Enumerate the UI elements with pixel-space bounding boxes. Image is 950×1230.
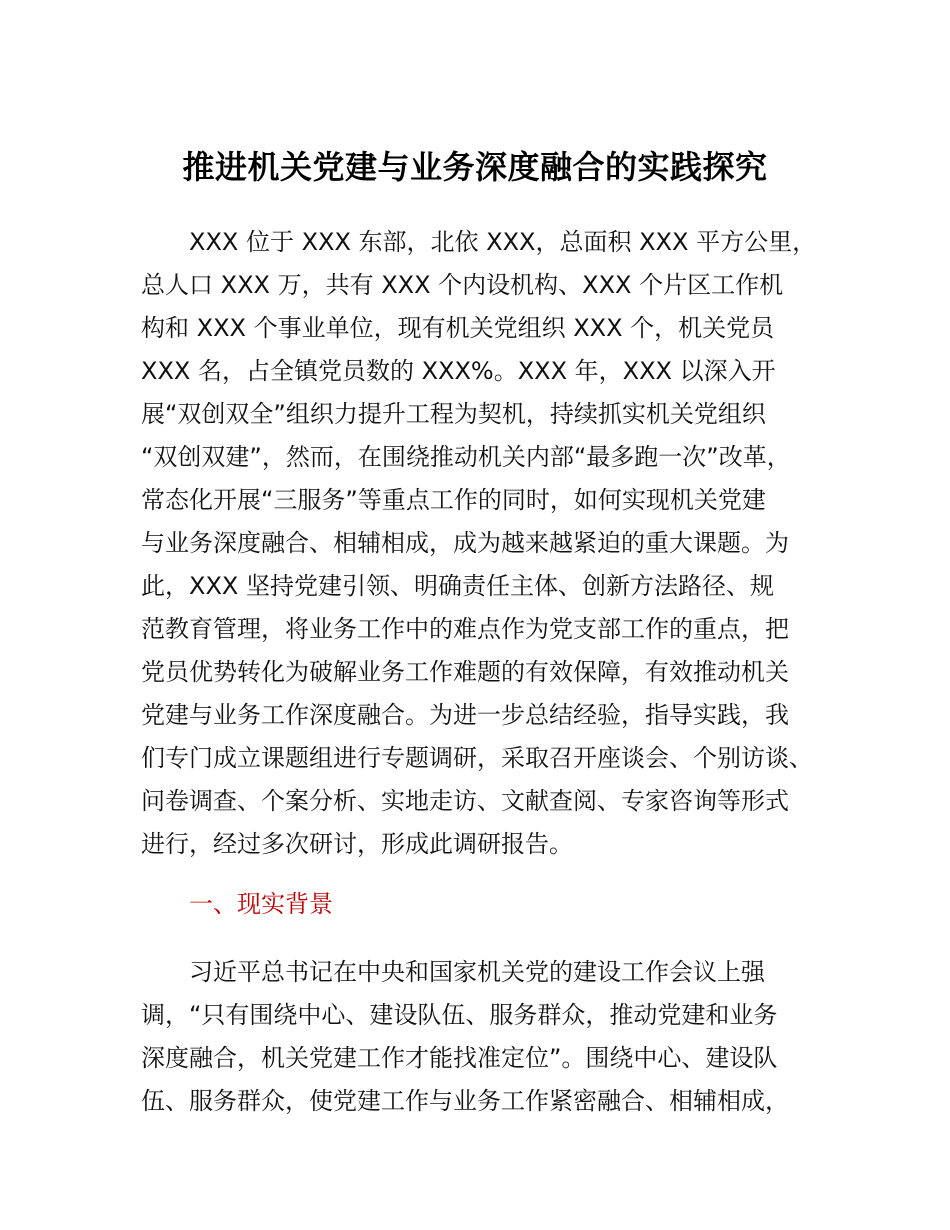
paragraph-line: 问卷调查、个案分析、实地走访、文献查阅、专家咨询等形式 bbox=[141, 787, 789, 815]
section-heading: 一、现实背景 bbox=[189, 890, 333, 918]
paragraph-line: 党员优势转化为破解业务工作难题的有效保障，有效推动机关 bbox=[141, 658, 789, 686]
document-title: 推进机关党建与业务深度融合的实践探究 bbox=[182, 148, 768, 186]
paragraph-line: 常态化开展“三服务”等重点工作的同时，如何实现机关党建 bbox=[141, 486, 766, 514]
paragraph-line: 习近平总书记在中央和国家机关党的建设工作会议上强 bbox=[189, 958, 765, 986]
paragraph-line: 进行，经过多次研讨，形成此调研报告。 bbox=[141, 830, 573, 858]
paragraph-line: 伍、服务群众，使党建工作与业务工作紧密融合、相辅相成， bbox=[141, 1087, 789, 1115]
paragraph-line: “双创双建”，然而，在围绕推动机关内部“最多跑一次”改革， bbox=[141, 443, 791, 471]
paragraph-line: 范教育管理，将业务工作中的难点作为党支部工作的重点，把 bbox=[141, 615, 789, 643]
paragraph-line: 此，XXX 坚持党建引领、明确责任主体、创新方法路径、规 bbox=[141, 572, 774, 600]
paragraph-line: 与业务深度融合、相辅相成，成为越来越紧迫的重大课题。为 bbox=[141, 529, 789, 557]
paragraph-line: 们专门成立课题组进行专题调研，采取召开座谈会、个别访谈、 bbox=[141, 744, 813, 772]
paragraph-line: 党建与业务工作深度融合。为进一步总结经验，指导实践，我 bbox=[141, 701, 789, 729]
paragraph-line: XXX 名，占全镇党员数的 XXX%。XXX 年，XXX 以深入开 bbox=[141, 357, 776, 385]
paragraph-line: 展“双创双全”组织力提升工程为契机，持续抓实机关党组织 bbox=[141, 400, 766, 428]
paragraph-line: XXX 位于 XXX 东部，北依 XXX，总面积 XXX 平方公里， bbox=[189, 228, 817, 256]
paragraph-line: 深度融合，机关党建工作才能找准定位”。围绕中心、建设队 bbox=[141, 1044, 778, 1072]
paragraph-line: 构和 XXX 个事业单位，现有机关党组织 XXX 个，机关党员 bbox=[141, 314, 775, 342]
paragraph-line: 总人口 XXX 万，共有 XXX 个内设机构、XXX 个片区工作机 bbox=[141, 271, 784, 299]
paragraph-line: 调，“只有围绕中心、建设队伍、服务群众，推动党建和业务 bbox=[141, 1001, 778, 1029]
